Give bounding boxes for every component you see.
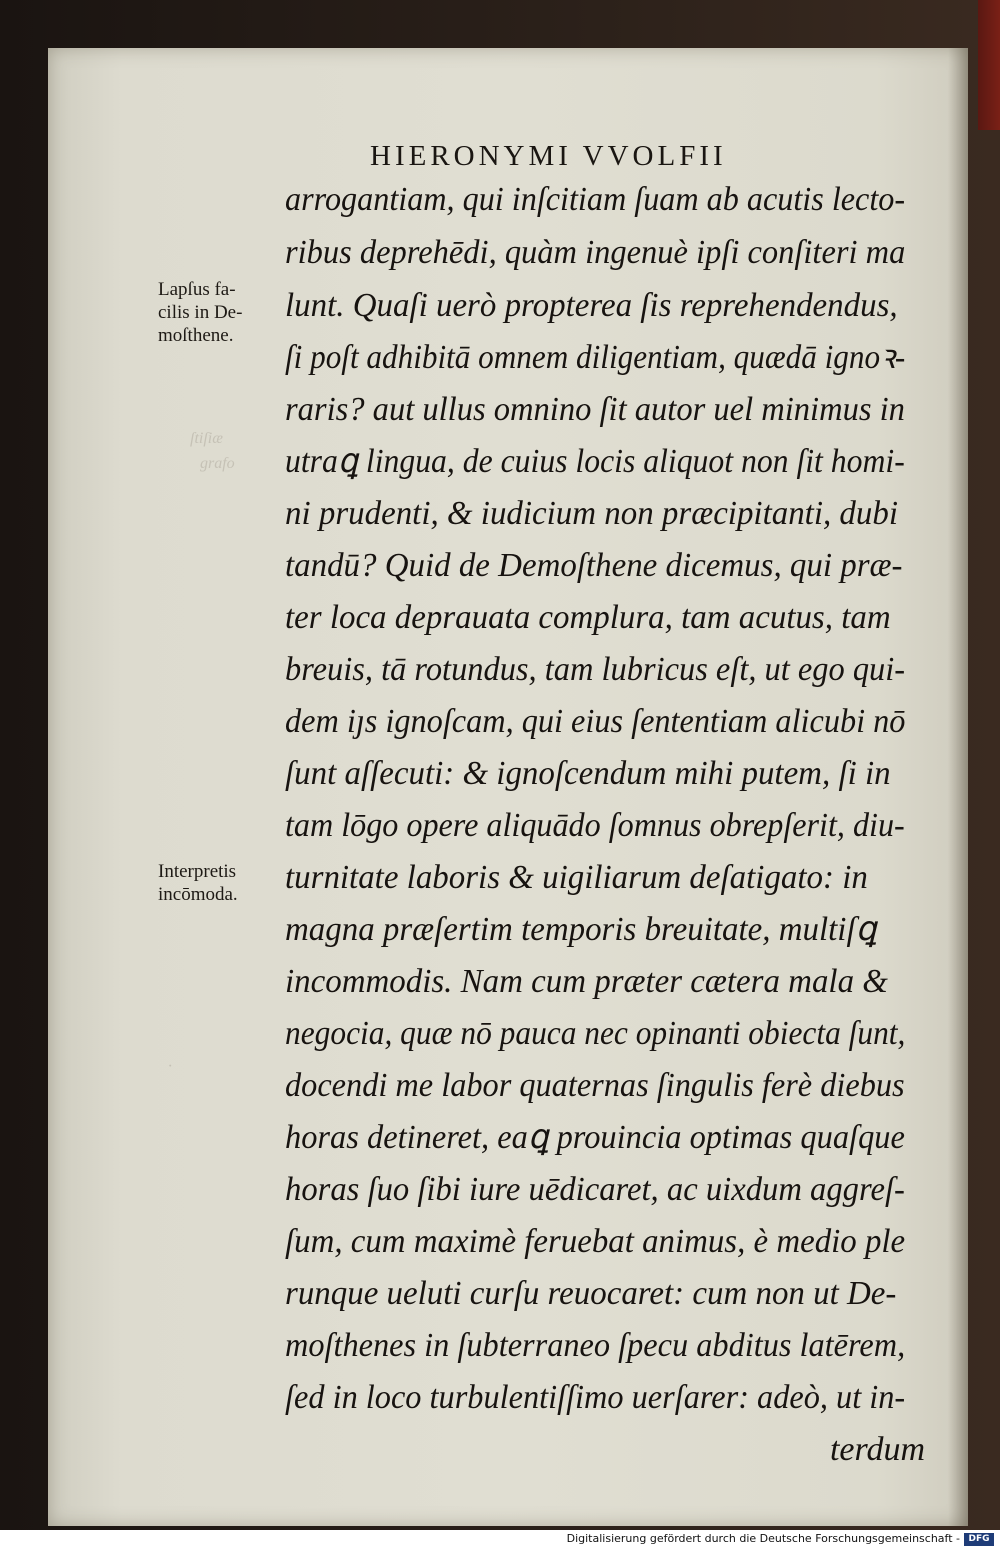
dfg-logo: DFG <box>964 1533 994 1546</box>
text-line: ter loca deprauata complura, tam acutus, tam <box>285 599 891 636</box>
margin-note-line: moſthene. <box>158 325 234 346</box>
text-line: ſi poſt adhibitā omnem diligentiam, quædā ignoꝛ- <box>285 339 906 376</box>
text-line: moſthenes in ſubterraneo ſpecu abditus latērem, <box>285 1327 906 1364</box>
text-line: ribus deprehēdi, quàm ingenuè ipſi conſiteri ma <box>285 234 906 271</box>
text-line: incommodis. Nam cum præter cætera mala & <box>285 963 888 1000</box>
text-line: negocia, quæ nō pauca nec opinanti obiecta ſunt, <box>285 1015 906 1052</box>
text-line: raris? aut ullus omnino ſit autor uel minimus in <box>285 391 905 428</box>
margin-note-line: Interpretis <box>158 861 237 882</box>
text-line: tam lōgo opere aliquādo ſomnus obrepſerit, diu- <box>285 807 905 844</box>
text-line: horas detineret, eaꝗ prouincia optimas quaſque <box>285 1119 905 1156</box>
text-line: arrogantiam, qui inſcitiam ſuam ab acutis lecto- <box>285 181 906 218</box>
text-line: dem iȷs ignoſcam, qui eius ſententiam alicubi nō <box>285 703 906 740</box>
text-line: tandū? Quid de Demoſthene dicemus, qui præ- <box>285 547 903 584</box>
margin-note-lapsus <box>158 278 288 347</box>
text-line: docendi me labor quaternas ſingulis ferè diebus <box>285 1067 905 1104</box>
bleed-through-mark: · <box>168 1058 172 1075</box>
text-line: ni prudenti, & iudicium non præcipitanti, dubi <box>285 495 899 532</box>
margin-note-line: incōmoda. <box>158 884 238 905</box>
margin-note-line: Lapſus fa- <box>158 279 236 300</box>
bleed-through-mark: ſtiſiæ <box>190 430 223 447</box>
text-line: horas ſuo ſibi iure uēdicaret, ac uixdum aggreſ- <box>285 1171 905 1208</box>
margin-note-line: cilis in De- <box>158 302 243 323</box>
margin-note-interpretis <box>158 860 288 906</box>
text-line: utraꝗ lingua, de cuius locis aliquot non ſit homi- <box>285 443 905 480</box>
text-line: breuis, tā rotundus, tam lubricus eſt, ut ego qui- <box>285 651 906 688</box>
text-line: magna præſertim temporis breuitate, multiſꝗ <box>285 911 877 948</box>
text-line: ſum, cum maximè feruebat animus, è medio ple <box>285 1223 906 1260</box>
text-line: ſed in loco turbulentiſſimo uerſarer: adeò, ut in- <box>285 1379 906 1416</box>
funding-credit: Digitalisierung gefördert durch die Deutsche Forschungsgemeinschaft - <box>566 1532 960 1545</box>
text-line: runque ueluti curſu reuocaret: cum non ut De- <box>285 1275 897 1312</box>
running-head: HIERONYMI VVOLFII <box>370 140 727 172</box>
page-shadow-edge <box>948 48 968 1526</box>
bleed-through-mark: grafo <box>200 455 235 472</box>
footer-bar <box>0 1530 1000 1549</box>
book-spine-edge <box>978 0 1000 130</box>
text-line: lunt. Quaſi uerò propterea ſis reprehendendus, <box>285 287 898 324</box>
text-line: turnitate laboris & uigiliarum deſatigato: in <box>285 859 868 896</box>
text-line: ſunt aſſecuti: & ignoſcendum mihi putem, ſi in <box>285 755 891 792</box>
catchword: terdum <box>829 1431 925 1468</box>
